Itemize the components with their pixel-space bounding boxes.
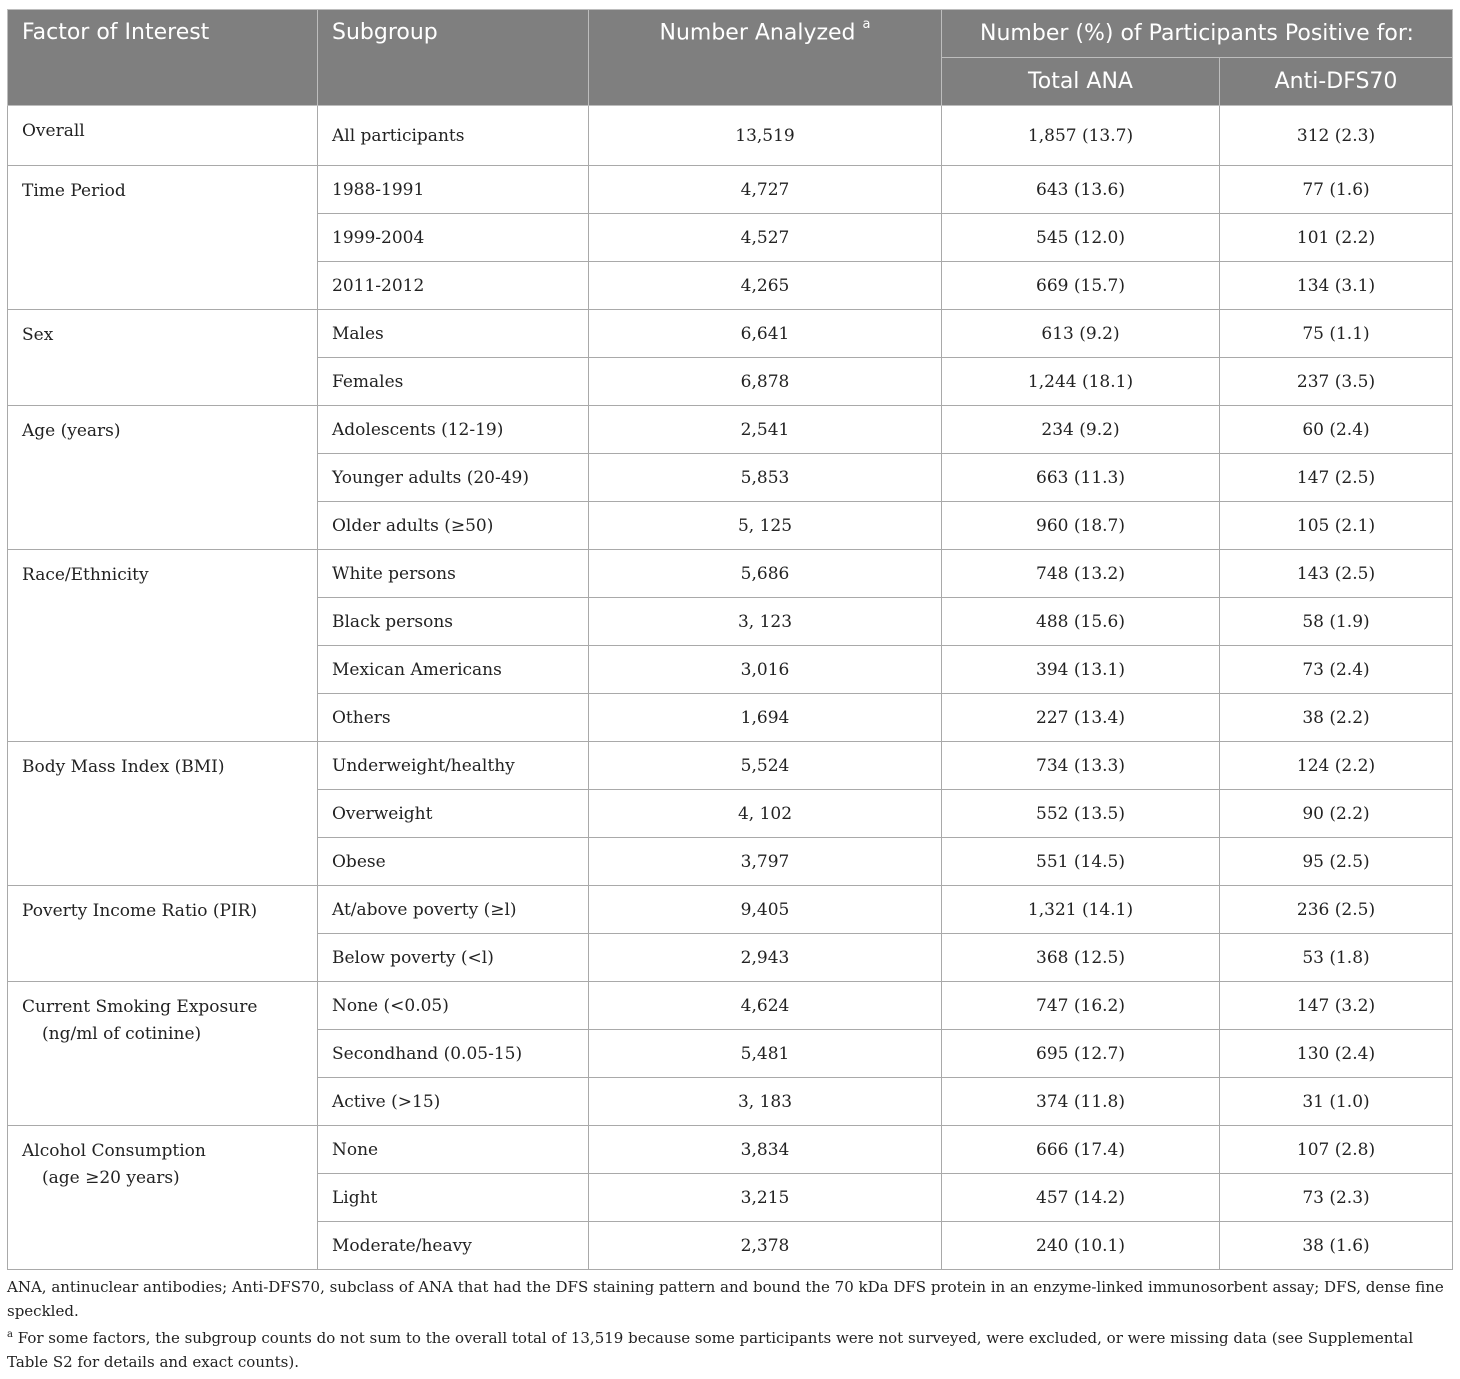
number-analyzed-cell: 2,943 — [589, 934, 942, 982]
table-row — [8, 406, 1453, 454]
number-analyzed-cell: 4,265 — [589, 262, 942, 310]
factor-label: Age (years) — [22, 421, 121, 441]
number-analyzed-cell: 1,694 — [589, 694, 942, 742]
anti-dfs70-cell: 101 (2.2) — [1220, 214, 1453, 262]
number-analyzed-cell: 4, 102 — [589, 790, 942, 838]
total-ana-cell: 1,244 (18.1) — [942, 358, 1220, 406]
factor-cell — [8, 886, 318, 982]
number-analyzed-cell: 3,797 — [589, 838, 942, 886]
total-ana-cell: 394 (13.1) — [942, 646, 1220, 694]
number-analyzed-cell: 2,378 — [589, 1222, 942, 1270]
total-ana-cell: 368 (12.5) — [942, 934, 1220, 982]
anti-dfs70-cell: 77 (1.6) — [1220, 166, 1453, 214]
total-ana-cell: 747 (16.2) — [942, 982, 1220, 1030]
header-positive-group: Number (%) of Participants Positive for: — [942, 10, 1453, 58]
anti-dfs70-cell: 58 (1.9) — [1220, 598, 1453, 646]
subgroup-cell: Active (>15) — [318, 1078, 589, 1126]
footnote-a-marker: a — [7, 1329, 13, 1340]
total-ana-cell: 669 (15.7) — [942, 262, 1220, 310]
table-row — [8, 1126, 1453, 1174]
total-ana-cell: 488 (15.6) — [942, 598, 1220, 646]
factor-label: Poverty Income Ratio (PIR) — [22, 901, 258, 921]
subgroup-cell: Obese — [318, 838, 589, 886]
total-ana-cell: 748 (13.2) — [942, 550, 1220, 598]
subgroup-cell: Moderate/heavy — [318, 1222, 589, 1270]
anti-dfs70-cell: 75 (1.1) — [1220, 310, 1453, 358]
total-ana-cell: 960 (18.7) — [942, 502, 1220, 550]
subgroup-cell: None (<0.05) — [318, 982, 589, 1030]
number-analyzed-cell: 3,834 — [589, 1126, 942, 1174]
anti-dfs70-cell: 60 (2.4) — [1220, 406, 1453, 454]
header-factor: Factor of Interest — [8, 10, 318, 106]
anti-dfs70-cell: 73 (2.4) — [1220, 646, 1453, 694]
anti-dfs70-cell: 237 (3.5) — [1220, 358, 1453, 406]
table-row — [8, 982, 1453, 1030]
subgroup-cell: Light — [318, 1174, 589, 1222]
factor-cell — [8, 982, 318, 1126]
total-ana-cell: 374 (11.8) — [942, 1078, 1220, 1126]
anti-dfs70-cell: 147 (3.2) — [1220, 982, 1453, 1030]
factor-cell — [8, 310, 318, 406]
number-analyzed-cell: 4,624 — [589, 982, 942, 1030]
table-row — [8, 550, 1453, 598]
header-number-analyzed-label: Number Analyzed — [659, 20, 856, 46]
factor-cell — [8, 106, 318, 166]
factor-sublabel: (age ≥20 years) — [42, 1168, 180, 1188]
number-analyzed-cell: 3, 183 — [589, 1078, 942, 1126]
header-total-ana: Total ANA — [942, 58, 1220, 106]
number-analyzed-cell: 2,541 — [589, 406, 942, 454]
total-ana-cell: 1,857 (13.7) — [942, 106, 1220, 166]
total-ana-cell: 457 (14.2) — [942, 1174, 1220, 1222]
anti-dfs70-cell: 95 (2.5) — [1220, 838, 1453, 886]
subgroup-cell: Males — [318, 310, 589, 358]
anti-dfs70-cell: 107 (2.8) — [1220, 1126, 1453, 1174]
table-row — [8, 310, 1453, 358]
total-ana-cell: 734 (13.3) — [942, 742, 1220, 790]
subgroup-cell: Others — [318, 694, 589, 742]
subgroup-cell: All participants — [318, 106, 589, 166]
anti-dfs70-cell: 38 (2.2) — [1220, 694, 1453, 742]
factor-cell — [8, 742, 318, 886]
number-analyzed-cell: 4,727 — [589, 166, 942, 214]
footnotes — [7, 1275, 1452, 1374]
subgroup-cell: Secondhand (0.05-15) — [318, 1030, 589, 1078]
factor-cell — [8, 1126, 318, 1270]
factor-label: Overall — [22, 121, 85, 141]
number-analyzed-cell: 3, 123 — [589, 598, 942, 646]
footnote-a — [7, 1323, 1452, 1374]
footnote-marker: a — [862, 17, 871, 32]
subgroup-cell: Black persons — [318, 598, 589, 646]
table-row — [8, 742, 1453, 790]
header-anti-dfs70: Anti-DFS70 — [1220, 58, 1453, 106]
factor-label: Time Period — [22, 181, 126, 201]
subgroup-cell: 2011-2012 — [318, 262, 589, 310]
total-ana-cell: 1,321 (14.1) — [942, 886, 1220, 934]
factor-label: Race/Ethnicity — [22, 565, 149, 585]
anti-dfs70-cell: 147 (2.5) — [1220, 454, 1453, 502]
total-ana-cell: 663 (11.3) — [942, 454, 1220, 502]
total-ana-cell: 234 (9.2) — [942, 406, 1220, 454]
anti-dfs70-cell: 143 (2.5) — [1220, 550, 1453, 598]
number-analyzed-cell: 3,215 — [589, 1174, 942, 1222]
number-analyzed-cell: 5, 125 — [589, 502, 942, 550]
footnote-abbreviations: ANA, antinuclear antibodies; Anti-DFS70, subclass of ANA that had the DFS staining pattern and bound the 70 kDa DFS protein in an enzyme-linked immunosorbent assay; DFS, dense fine speckled. — [7, 1278, 1444, 1320]
subgroup-cell: Below poverty (<l) — [318, 934, 589, 982]
factor-cell — [8, 406, 318, 550]
factor-cell — [8, 166, 318, 310]
factor-sublabel: (ng/ml of cotinine) — [42, 1024, 202, 1044]
anti-dfs70-cell: 105 (2.1) — [1220, 502, 1453, 550]
subgroup-cell: At/above poverty (≥l) — [318, 886, 589, 934]
total-ana-cell: 613 (9.2) — [942, 310, 1220, 358]
table-body — [8, 106, 1453, 1270]
anti-dfs70-cell: 124 (2.2) — [1220, 742, 1453, 790]
factor-cell — [8, 550, 318, 742]
subgroup-cell: 1988-1991 — [318, 166, 589, 214]
anti-dfs70-cell: 31 (1.0) — [1220, 1078, 1453, 1126]
number-analyzed-cell: 13,519 — [589, 106, 942, 166]
header-subgroup: Subgroup — [318, 10, 589, 106]
number-analyzed-cell: 5,481 — [589, 1030, 942, 1078]
subgroup-cell: Overweight — [318, 790, 589, 838]
anti-dfs70-cell: 53 (1.8) — [1220, 934, 1453, 982]
number-analyzed-cell: 4,527 — [589, 214, 942, 262]
total-ana-cell: 545 (12.0) — [942, 214, 1220, 262]
subgroup-cell: Adolescents (12-19) — [318, 406, 589, 454]
footnote-a-text: For some factors, the subgroup counts do not sum to the overall total of 13,519 because some participants were not surveyed, were excluded, or were missing data (see Supplemental Table S2 for details and exact counts). — [7, 1329, 1414, 1371]
table-row — [8, 166, 1453, 214]
anti-dfs70-cell: 134 (3.1) — [1220, 262, 1453, 310]
number-analyzed-cell: 5,524 — [589, 742, 942, 790]
factor-label: Sex — [22, 325, 54, 345]
factor-label: Body Mass Index (BMI) — [22, 757, 225, 777]
number-analyzed-cell: 9,405 — [589, 886, 942, 934]
header-number-analyzed — [589, 10, 942, 106]
table-header — [8, 10, 1453, 106]
subgroup-cell: None — [318, 1126, 589, 1174]
subgroup-cell: Underweight/healthy — [318, 742, 589, 790]
subgroup-cell: White persons — [318, 550, 589, 598]
anti-dfs70-cell: 130 (2.4) — [1220, 1030, 1453, 1078]
table-row — [8, 106, 1453, 166]
anti-dfs70-cell: 236 (2.5) — [1220, 886, 1453, 934]
total-ana-cell: 227 (13.4) — [942, 694, 1220, 742]
subgroup-cell: Younger adults (20-49) — [318, 454, 589, 502]
total-ana-cell: 551 (14.5) — [942, 838, 1220, 886]
total-ana-cell: 695 (12.7) — [942, 1030, 1220, 1078]
number-analyzed-cell: 6,641 — [589, 310, 942, 358]
subgroup-cell: 1999-2004 — [318, 214, 589, 262]
anti-dfs70-cell: 312 (2.3) — [1220, 106, 1453, 166]
anti-dfs70-cell: 90 (2.2) — [1220, 790, 1453, 838]
total-ana-cell: 552 (13.5) — [942, 790, 1220, 838]
factor-label: Current Smoking Exposure — [22, 997, 258, 1017]
anti-dfs70-cell: 73 (2.3) — [1220, 1174, 1453, 1222]
subgroup-cell: Females — [318, 358, 589, 406]
total-ana-cell: 240 (10.1) — [942, 1222, 1220, 1270]
data-table — [7, 9, 1453, 1270]
total-ana-cell: 666 (17.4) — [942, 1126, 1220, 1174]
number-analyzed-cell: 5,853 — [589, 454, 942, 502]
table-row — [8, 886, 1453, 934]
number-analyzed-cell: 6,878 — [589, 358, 942, 406]
total-ana-cell: 643 (13.6) — [942, 166, 1220, 214]
number-analyzed-cell: 5,686 — [589, 550, 942, 598]
factor-label: Alcohol Consumption — [22, 1141, 206, 1161]
table-container — [7, 9, 1452, 1374]
anti-dfs70-cell: 38 (1.6) — [1220, 1222, 1453, 1270]
subgroup-cell: Mexican Americans — [318, 646, 589, 694]
number-analyzed-cell: 3,016 — [589, 646, 942, 694]
subgroup-cell: Older adults (≥50) — [318, 502, 589, 550]
